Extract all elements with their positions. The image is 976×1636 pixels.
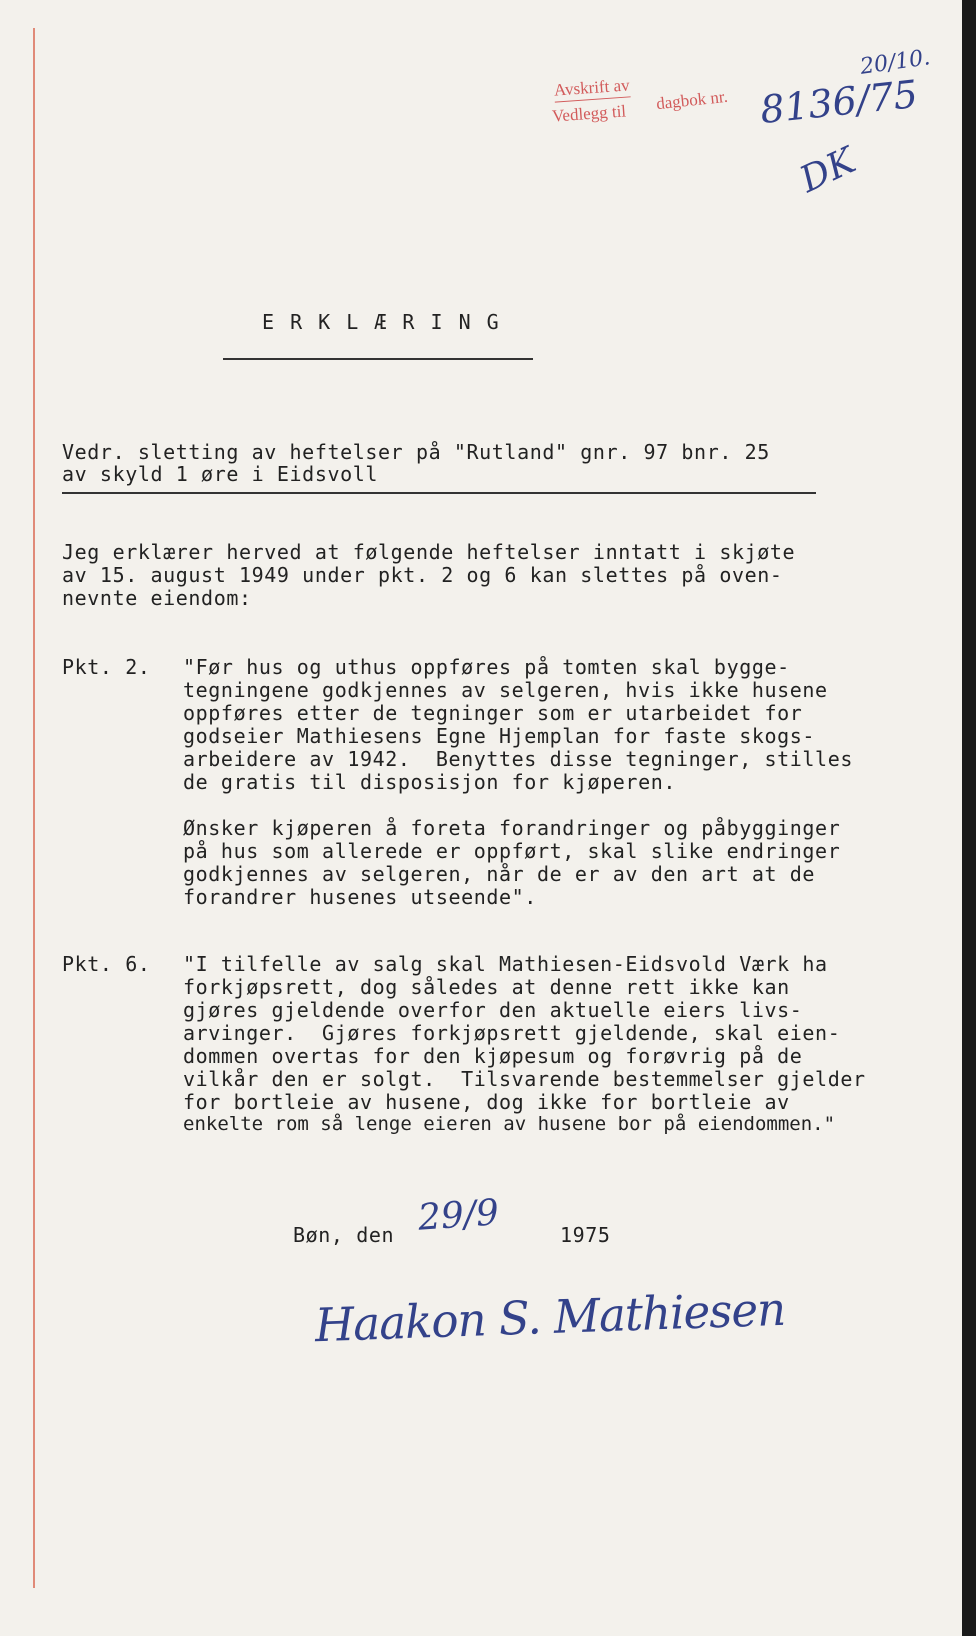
subject-line-1: Vedr. sletting av heftelser på "Rutland" gnr. 97 bnr. 25 (62, 440, 770, 464)
pkt6-line: arvinger. Gjøres forkjøpsrett gjeldende, skal eien- (183, 1021, 841, 1045)
pkt6-line: "I tilfelle av salg skal Mathiesen-Eidsvold Værk ha (183, 952, 828, 976)
handwritten-date: 20/10. (858, 45, 932, 80)
handwritten-reference: 8136/75 (758, 71, 920, 133)
pkt2-line: forandrer husenes utseende". (183, 885, 537, 909)
pkt2-line: de gratis til disposisjon for kjøperen. (183, 770, 676, 794)
pkt2-line: arbeidere av 1942. Benyttes disse tegninger, stilles (183, 747, 853, 771)
subject-underline (62, 492, 816, 494)
intro-line-1: Jeg erklærer herved at følgende heftelser inntatt i skjøte (62, 540, 796, 564)
subject-line-2: av skyld 1 øre i Eidsvoll (62, 462, 379, 486)
handwritten-day-month: 29/9 (416, 1192, 501, 1239)
stamp-line-3: dagbok nr. (655, 86, 729, 114)
heading-underline (223, 358, 533, 360)
pkt6-line: dommen overtas for den kjøpesum og forøvrig på de (183, 1044, 803, 1068)
intro-line-3: nevnte eiendom: (62, 586, 252, 610)
pkt2-line: godseier Mathiesens Egne Hjemplan for faste skogs- (183, 724, 816, 748)
pkt2-line: Ønsker kjøperen å foreta forandringer og påbygginger (183, 816, 841, 840)
pkt2-line: oppføres etter de tegninger som er utarbeidet for (183, 701, 803, 725)
pkt6-line: gjøres gjeldende overfor den aktuelle eiers livs- (183, 998, 803, 1022)
handwritten-initials: DK (793, 140, 862, 201)
place-label: Bøn, den (293, 1223, 395, 1247)
pkt6-line: forkjøpsrett, dog således at denne rett ikke kan (183, 975, 790, 999)
pkt2-line: tegningene godkjennes av selgeren, hvis ikke husene (183, 678, 828, 702)
signature: Haakon S. Mathiesen (314, 1281, 786, 1353)
pkt6-line: vilkår den er solgt. Tilsvarende bestemmelser gjelder (183, 1067, 866, 1091)
pkt6-line: for bortleie av husene, dog ikke for bortleie av (183, 1090, 790, 1114)
stamp-line-1: Avskrift av (553, 75, 630, 102)
pkt2-line: godkjennes av selgeren, når de er av den art at de (183, 862, 816, 886)
margin-line (33, 28, 35, 1588)
pkt2-line: på hus som allerede er oppført, skal slike endringer (183, 839, 841, 863)
year: 1975 (560, 1223, 611, 1247)
pkt2-line: "Før hus og uthus oppføres på tomten skal bygge- (183, 655, 790, 679)
pkt6-label: Pkt. 6. (62, 952, 151, 976)
pkt2-label: Pkt. 2. (62, 655, 151, 679)
document-heading: E R K L Æ R I N G (262, 310, 501, 334)
stamp-line-2: Vedlegg til (551, 101, 627, 126)
pkt6-line: enkelte rom så lenge eieren av husene bor på eiendommen." (183, 1113, 836, 1135)
register-stamp (551, 75, 729, 128)
intro-line-2: av 15. august 1949 under pkt. 2 og 6 kan slettes på oven- (62, 563, 783, 587)
